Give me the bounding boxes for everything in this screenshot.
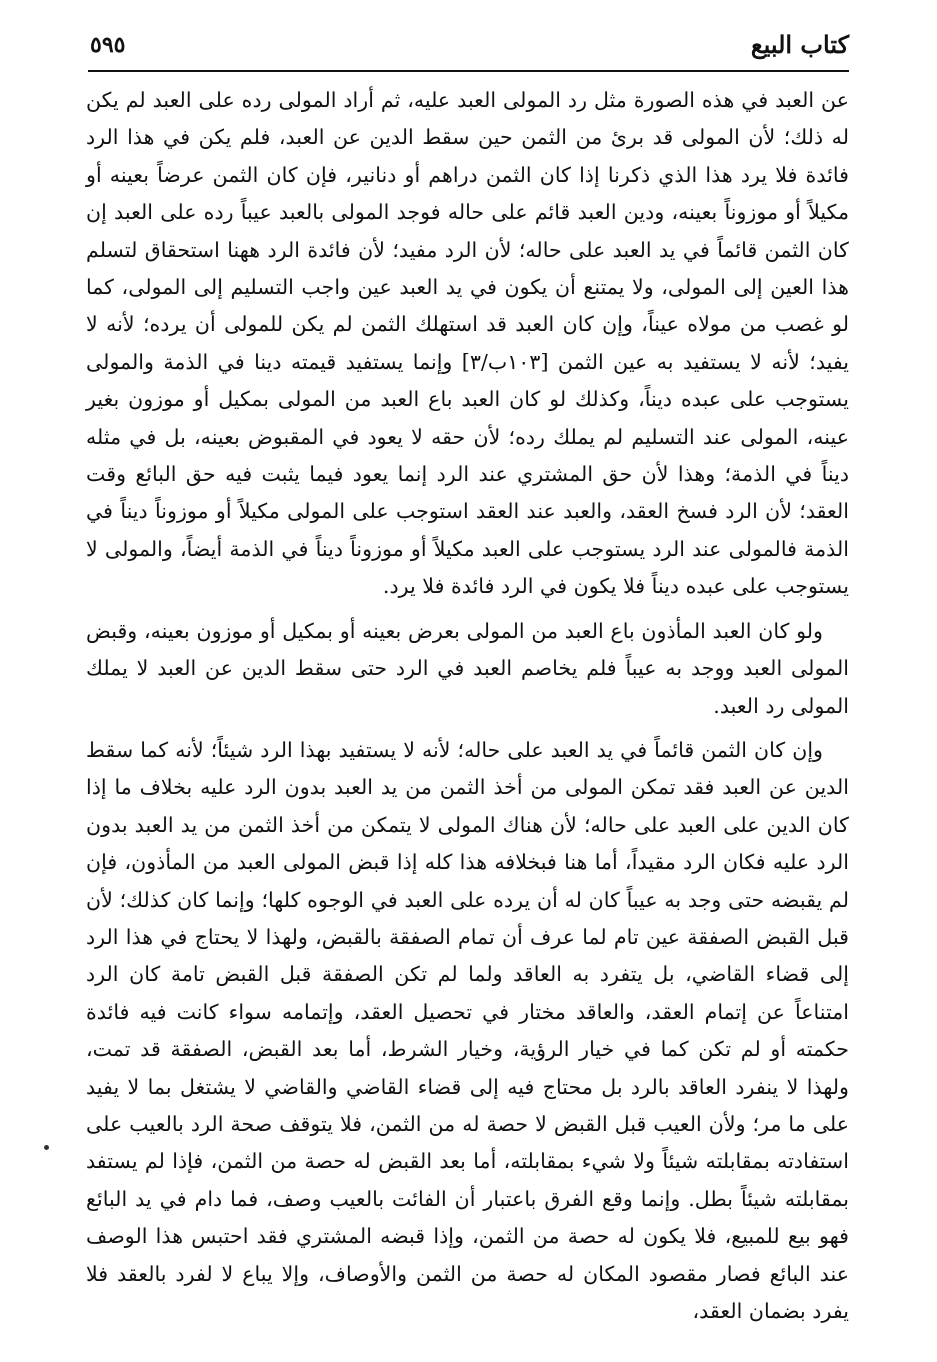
- paragraph-gap: [86, 606, 849, 613]
- header-rule: [88, 70, 849, 72]
- paragraph-1: عن العبد في هذه الصورة مثل رد المولى العبد عليه، ثم أراد المولى رده على العبد لم يكن له ذلك؛ لأن المولى قد برئ من الثمن حين سقط الدين عن العبد، فلم يكن في هذا الرد فائدة فلا يرد هذا الذي ذكرنا إذا كان الثمن دراهم أو دنانير، فإن كان الثمن عرضاً بعينه أو مكيلاً أو موزوناً بعينه، ودين العبد قائم على حاله فوجد المولى بالعبد عيباً رده على العبد إن كان الثمن قائماً في يد العبد على حاله؛ لأن الرد مفيد؛ لأن فائدة الرد ههنا استحقاق لتسلم هذا العين إلى المولى، ولا يمتنع أن يكون في يد العبد عين واجب التسليم إلى المولى، كما لو غصب من مولاه عيناً، وإن كان العبد قد استهلك الثمن لم يكن للمولى أن يرده؛ لأنه لا يفيد؛ لأنه لا يستفيد به عين الثمن [١٠٣ب/٣] وإنما يستفيد قيمته دينا في الذمة والمولى يستوجب على عبده ديناً، وكذلك لو كان العبد باع العبد من المولى بمكيل أو موزون بغير عينه، المولى عند التسليم لم يملك رده؛ لأن حقه لا يعود في المقبوض بعينه، بل في مثله ديناً في الذمة؛ وهذا لأن حق المشتري عند الرد إنما يعود فيما يثبت فيه حق البائع وقت العقد؛ لأن الرد فسخ العقد، والعبد عند العقد استوجب على المولى مكيلاً أو موزوناً ديناً في الذمة فالمولى عند الرد يستوجب على العبد مكيلاً أو موزوناً ديناً في الذمة أيضاً، والمولى لا يستوجب على عبده ديناً فلا يكون في الرد فائدة فلا يرد.: [86, 88, 850, 599]
- running-title: كتاب البيع: [750, 30, 849, 59]
- margin-speck: [44, 1145, 49, 1150]
- page-header: [90, 30, 849, 64]
- page-number: ٥٩٥: [90, 32, 126, 58]
- paragraph-gap: [86, 725, 849, 732]
- paragraph-3: وإن كان الثمن قائماً في يد العبد على حاله؛ لأنه لا يستفيد بهذا الرد شيئاً؛ لأنه كما سقط الدين عن العبد فقد تمكن المولى من أخذ الثمن من يد العبد بدون الرد عليه بخلاف ما إذا كان الدين على العبد على حاله؛ لأن هناك المولى لا يتمكن من أخذ الثمن من يد العبد بدون الرد عليه فكان الرد مقيداً، أما هنا فبخلافه هذا كله إذا قبض المولى العبد من المأذون، فإن لم يقبضه حتى وجد به عيباً كان له أن يرده على العبد في الوجوه كلها؛ وإنما كان كذلك؛ لأن قبل القبض الصفقة عين تام لما عرف أن تمام الصفقة بالقبض، ولهذا لا يحتاج في هذا الرد إلى قضاء القاضي، بل يتفرد به العاقد ولما لم تكن الصفقة قبل القبض تامة كان الرد امتناعاً عن إتمام العقد، والعاقد مختار في تحصيل العقد، وإتمامه سواء كانت فيه فائدة حكمته أو لم تكن كما في خيار الرؤية، وخيار الشرط، أما بعد القبض، الصفقة قد تمت، ولهذا لا ينفرد العاقد بالرد بل محتاج فيه إلى قضاء القاضي والقاضي لا يشتغل بما لا يفيد على ما مر؛ ولأن العيب قبل القبض لا حصة له من الثمن، فلا يتوقف صحة الرد بالعيب على استفادته بمقابلته شيئاً ولا شيء بمقابلته، أما بعد القبض له حصة من الثمن، فإذا لم يستفد بمقابلته شيئاً بطل. وإنما وقع الفرق باعتبار أن الفائت بالعيب وصف، فما دام في يد البائع فهو بيع للمبيع، فلا يكون له حصة من الثمن، وإذا قبضه المشتري فقد احتبس هذا الوصف عند البائع فصار مقصود المكان له حصة من الثمن والأوصاف، وإلا يباع لا لفرد بالعقد فلا يفرد بضمان العقد،: [86, 737, 849, 1323]
- main-text: [86, 82, 849, 1330]
- paragraph-2: ولو كان العبد المأذون باع العبد من المولى بعرض بعينه أو بمكيل أو موزون بعينه، وقبض المولى العبد ووجد به عيباً فلم يخاصم العبد في الرد حتى سقط الدين عن العبد لا يملك المولى رد العبد.: [86, 618, 849, 718]
